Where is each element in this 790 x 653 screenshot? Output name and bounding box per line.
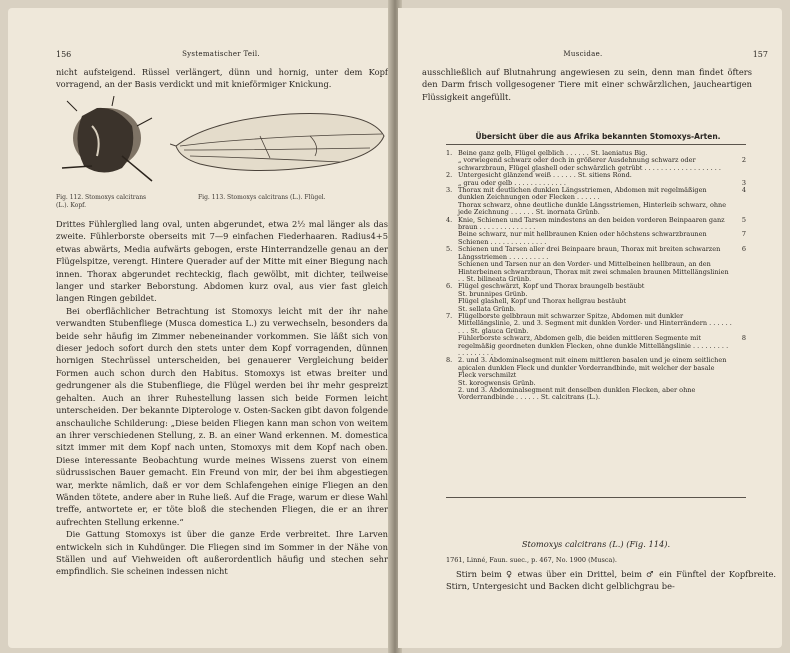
key-row-text: Beine ganz gelb, Flügel gelblich . . . . . . St. laeniatus Big. xyxy=(458,149,648,157)
species-key xyxy=(446,150,746,402)
key-row xyxy=(446,261,746,283)
key-row-ref xyxy=(732,261,746,283)
key-row-number xyxy=(446,157,458,172)
paragraph-3: Die Gattung Stomoxys ist über die ganze Erde verbreitet. Ihre Larven entwickeln sich in Kuhdünger. Die Fliegen sind im Sommer in der Nähe von Ställen und auf Viehweiden oft außerordentlich häufig und stechen sehr empfindlich. Sie scheinen indessen nicht xyxy=(56,529,388,577)
key-row-number xyxy=(446,261,458,283)
key-row-ref xyxy=(732,357,746,379)
key-row xyxy=(446,246,746,261)
key-row-ref xyxy=(732,380,746,387)
key-row-number xyxy=(446,298,458,305)
key-row-number: 1. xyxy=(446,149,453,157)
key-row-text: Thorax schwarz, ohne deutliche dunkle Längsstriemen, Hinterleib schwarz, ohne jede Zeichnung . . . . . . St. inornata Grünb. xyxy=(458,200,727,217)
key-row-number xyxy=(446,387,458,402)
key-row-number xyxy=(446,380,458,387)
key-row-ref: 7 xyxy=(741,230,746,239)
key-row-text: Schienen und Tarsen aller drei Beinpaare braun, Thorax mit breiten schwarzen Längsstriemen . . . . . . . . . . xyxy=(458,245,721,261)
key-row-number xyxy=(446,202,458,217)
fly-wing-figure xyxy=(170,106,390,184)
key-row-text: 2. und 3. Abdominalsegment mit einem mittleren basalen und je einem seitlichen apicalen dunklen Fleck und dunkler Vorderrandbinde, mit welcher der basale Fleck verschmilzt xyxy=(458,356,727,380)
right-page xyxy=(398,8,782,648)
key-row-text: Flügelborste gelbbraun mit schwarzer Spitze, Abdomen mit dunkler Mittellängslinie, 2. und 3. Segment mit dunklen Vorder- und Hinterrändern . . . . . . . . . St. glauca Grünb. xyxy=(458,311,732,335)
key-row-number xyxy=(446,231,458,246)
key-row-number: 5. xyxy=(446,245,453,254)
key-title: Übersicht über die aus Afrika bekannten Stomoxys-Arten. xyxy=(475,132,721,141)
key-row-text: „ vorwiegend schwarz oder doch in größerer Ausdehnung schwarz oder schwarzbraun, Flügel glashell oder schwärzlich getrübt . . . . . . . . . . . . . . . . . . . xyxy=(458,156,721,172)
key-row-ref: 3 xyxy=(741,178,746,187)
key-row-number: 2. xyxy=(446,171,453,180)
citation: 1761, Linné, Faun. suec., p. 467, No. 1900 (Musca). xyxy=(446,556,617,564)
key-row-ref xyxy=(732,298,746,305)
key-row-text: „ grau oder gelb . . . . . . . . . . . . . xyxy=(458,178,566,187)
key-row-number: 4. xyxy=(446,215,453,224)
key-row-ref xyxy=(732,387,746,402)
key-row-text: Beine schwarz, nur mit hellbraunen Knien oder höchstens schwarzbraunen Schienen . . . . . . . . . . . . . . xyxy=(458,230,707,246)
page-number: 157 xyxy=(752,50,768,59)
fly-head-figure xyxy=(52,96,162,191)
key-row xyxy=(446,217,746,232)
key-row xyxy=(446,357,746,379)
key-top-rule xyxy=(446,144,746,145)
key-row xyxy=(446,157,746,172)
paragraph-1: Drittes Fühlerglied lang oval, unten abgerundet, etwa 2½ mal länger als das zweite. Fühlerborste oberseits mit 7—9 einfachen Fiederhaaren. Radius4+5 etwas abwärts, Media aufwärts gebogen, erste Hinterrandzelle genau an der Flügelspitze, verengt. Hintere Querader auf der Mitte mit einer Biegung nach innen. Thorax abgerundet rechteckig, flach gewölbt, mit dichter, teilweise langer und starker Beborstung. Abdomen kurz oval, aus vier fast gleich langen Ringen gebildet. xyxy=(56,219,388,304)
key-row-text: Schienen und Tarsen nur an den Vorder- und Mittelbeinen hellbraun, an den Hinterbeinen schwarzbraun, Thorax mit zwei schmalen braunen Mittellängslinien . . St. bilineata Grünb. xyxy=(458,260,729,283)
key-row xyxy=(446,202,746,217)
paragraph-2: Bei oberflächlicher Betrachtung ist Stomoxys leicht mit der ihr nahe verwandten Stubenfliege (Musca domestica L.) zu verwechseln, besonders da beide sehr häufig im Zimmer nebeneinander vorkommen. Sie läßt sich von dieser jedoch sofort durch den stets unter dem Kopf vorragenden, dünnen hornigen Stechrüssel unterscheiden, bei genauerer Vergleichung beider Formen auch schon durch den Habitus. Stomoxys ist etwas breiter und gedrungener als die Stubenfliege, die Flügel werden bei ihr mehr gespreizt gehalten. Auch an ihrer Ruhestellung lassen sich beide Formen leicht unterscheiden. Der bekannte Dipterologe v. Osten-Sacken gibt davon folgende anschauliche Schilderung: „Diese beiden Fliegen kann man schon von weitem an ihrer verschiedenen Stellung, z. B. an einer Wand erkennen. M. domestica sitzt immer mit dem Kopf nach unten, Stomoxys mit dem Kopf nach oben. Diese interessante Beobachtung wurde meines Wissens zuerst von einem südrussischen Bauer gemacht. Ein Freund von mir, der bei ihm abgestiegen war, merkte nämlich, daß er vor dem Schlafengehen einige Fliegen an den Wänden tötete, andere aber in Ruhe ließ. Auf die Frage, warum er diese Wahl treffe, antwortete er, er töte bloß die stechenden Fliegen, die er an ihrer aufrechten Stellung erkenne.“ xyxy=(56,305,388,527)
intro-text: ausschließlich auf Blutnahrung angewiesen zu sein, denn man findet öfters den Darm frisch vollgesogener Tiere mit einer schwärzlichen, jaucheartigen Flüssigkeit angefüllt. xyxy=(422,67,752,102)
key-row-text: 2. und 3. Abdominalsegment mit denselben dunklen Flecken, aber ohne Vorderrandbinde . . . . . . St. calcitrans (L.). xyxy=(458,386,696,402)
page-number: 156 xyxy=(56,50,72,59)
key-row xyxy=(446,387,746,402)
key-row-ref: 6 xyxy=(741,245,746,254)
key-row-ref xyxy=(732,306,746,313)
key-row-ref xyxy=(732,202,746,217)
key-row-ref xyxy=(732,283,746,290)
key-row xyxy=(446,313,746,335)
key-row-text: Untergesicht glänzend weiß . . . . . . St. sitiens Rond. xyxy=(458,171,632,180)
running-title: Muscidae. xyxy=(563,50,603,58)
intro-text: nicht aufsteigend. Rüssel verlängert, dünn und hornig, unter dem Kopf vorragend, an der Basis verdickt und mit knieförmiger Knickung. xyxy=(56,67,388,90)
key-row-ref: 4 xyxy=(741,186,746,195)
key-row-text: Flügel geschwärzt, Kopf und Thorax braungelb bestäubt xyxy=(458,282,645,291)
key-row-text: Flügel glashell, Kopf und Thorax hellgrau bestäubt xyxy=(458,297,627,306)
key-row-ref: 8 xyxy=(741,334,746,343)
species-description: Stirn beim ♀ etwas über ein Drittel, beim ♂ ein Fünftel der Kopfbreite. Stirn, Untergesicht und Backen dicht gelblichgrau be- xyxy=(446,569,776,592)
key-row-ref xyxy=(732,313,746,335)
key-row-text: Thorax mit deutlichen dunklen Längsstriemen, Abdomen mit regelmäßigen dunklen Zeichnungen oder Flecken . . . . . . xyxy=(458,186,707,202)
running-title: Systematischer Teil. xyxy=(182,50,260,58)
left-page xyxy=(8,8,392,648)
key-row xyxy=(446,231,746,246)
key-row-text: Fühlerborste schwarz, Abdomen gelb, die beiden mittleren Segmente mit regelmäßig geordneten dunklen Flecken, ohne dunkle Mittellängslinie . . . . . . . . . . . . . . . . . . xyxy=(458,334,729,357)
key-row-text: St. korogwensis Grünb. xyxy=(458,378,536,387)
species-heading: Stomoxys calcitrans (L.) (Fig. 114). xyxy=(521,539,671,549)
key-row xyxy=(446,335,746,357)
key-row-number: 3. xyxy=(446,186,453,195)
key-row-number xyxy=(446,291,458,298)
fig113-caption: Fig. 113. Stomoxys calcitrans (L.). Flügel. xyxy=(198,194,326,201)
key-row-text: St. brunnipes Grünb. xyxy=(458,289,528,298)
key-row-number: 7. xyxy=(446,311,453,320)
key-row xyxy=(446,187,746,202)
fig112-caption: Fig. 112. Stomoxys calcitrans (L.). Kopf. xyxy=(56,194,147,209)
key-row-text: St. sellata Grünb. xyxy=(458,304,516,313)
left-body xyxy=(56,218,388,578)
key-row-ref xyxy=(732,291,746,298)
key-row-text: Knie, Schienen und Tarsen mindestens an den beiden vorderen Beinpaaren ganz braun . . . . . . . . . . . . . . xyxy=(458,215,725,232)
key-bottom-rule xyxy=(446,497,746,498)
key-row-ref: 2 xyxy=(741,156,746,165)
key-row-number: 6. xyxy=(446,282,453,291)
key-row-ref: 5 xyxy=(741,215,746,224)
key-row-number xyxy=(446,335,458,357)
key-row-number: 8. xyxy=(446,356,453,365)
